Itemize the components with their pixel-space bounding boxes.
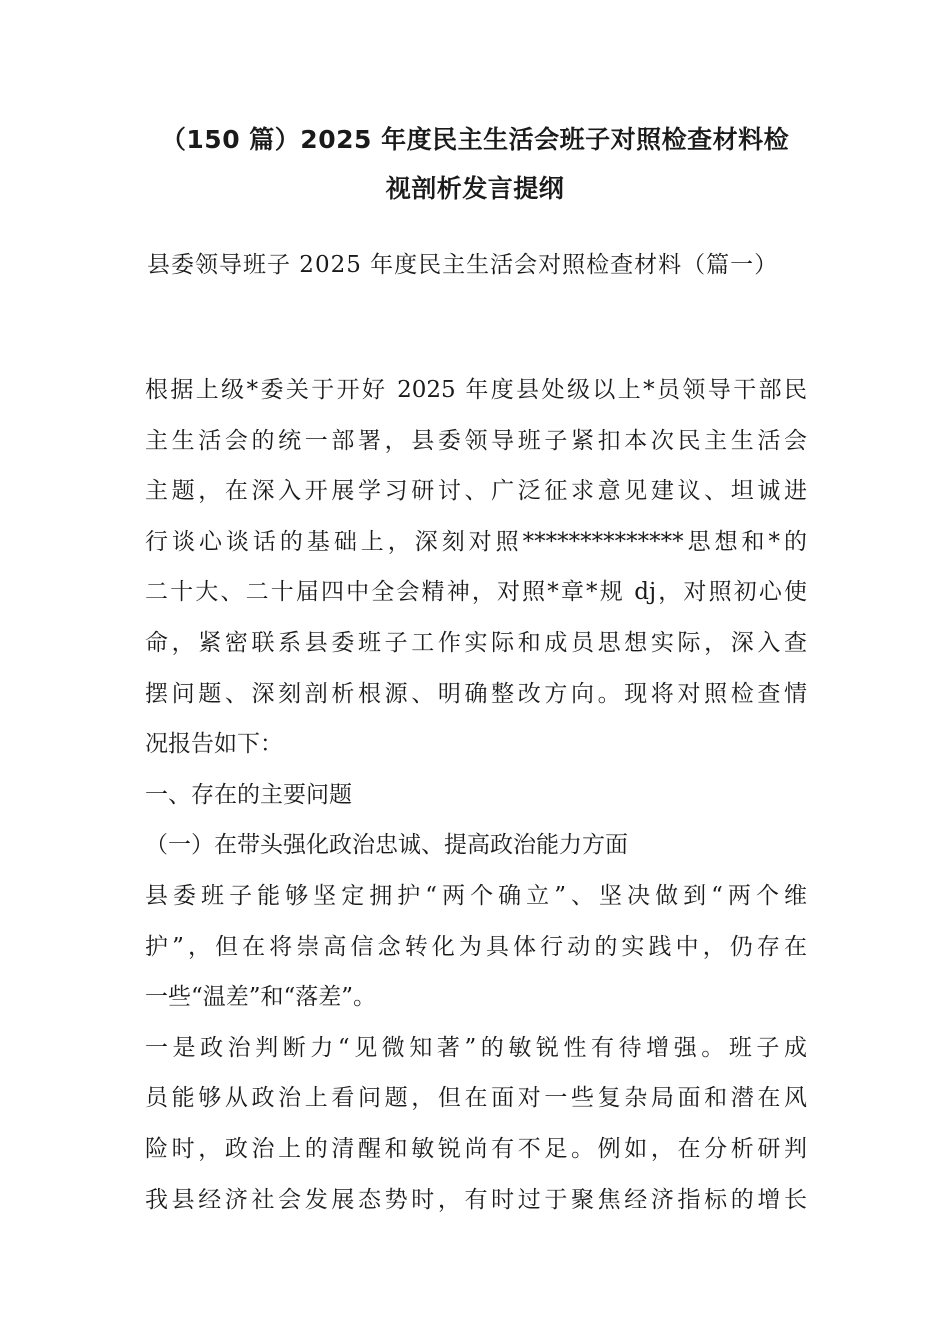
- paragraph-line: 我县经济社会发展态势时，有时过于聚焦经济指标的增长: [145, 1186, 807, 1213]
- paragraph-line: 员能够从政治上看问题，但在面对一些复杂局面和潜在风: [145, 1085, 807, 1112]
- document-subtitle: 县委领导班子 2025 年度民主生活会对照检查材料（篇一）: [147, 252, 779, 278]
- paragraph-line: 一是政治判断力“见微知著”的敏锐性有待增强。班子成: [145, 1034, 807, 1061]
- paragraph-line: 险时，政治上的清醒和敏锐尚有不足。例如，在分析研判: [145, 1135, 807, 1162]
- section-heading: 一、存在的主要问题: [145, 781, 352, 808]
- document-title-line-1: （150 篇）2025 年度民主生活会班子对照检查材料检: [160, 125, 790, 154]
- paragraph-line: 护”，但在将崇高信念转化为具体行动的实践中，仍存在: [145, 933, 807, 960]
- paragraph-line: 一些“温差”和“落差”。: [145, 984, 377, 1011]
- intro-line: 根据上级*委关于开好 2025 年度县处级以上*员领导干部民: [145, 377, 807, 403]
- intro-line: 二十大、二十届四中全会精神，对照*章*规 dj，对照初心使: [145, 579, 807, 606]
- document-title-line-2: 视剖析发言提纲: [385, 174, 565, 203]
- subsection-heading: （一）在带头强化政治忠诚、提高政治能力方面: [145, 832, 628, 859]
- document-body: [145, 365, 807, 1225]
- intro-line: 命，紧密联系县委班子工作实际和成员思想实际，深入查: [145, 629, 807, 656]
- intro-line: 主生活会的统一部署，县委领导班子紧扣本次民主生活会: [145, 427, 807, 454]
- intro-line: 况报告如下：: [145, 731, 283, 758]
- intro-line: 主题，在深入开展学习研讨、广泛征求意见建议、坦诚进: [145, 478, 807, 505]
- document-title: [130, 115, 820, 213]
- intro-line: 摆问题、深刻剖析根源、明确整改方向。现将对照检查情: [145, 680, 807, 707]
- intro-line: 行谈心谈话的基础上，深刻对照**************思想和*的: [145, 528, 807, 555]
- paragraph-line: 县委班子能够坚定拥护“两个确立”、坚决做到“两个维: [145, 882, 807, 909]
